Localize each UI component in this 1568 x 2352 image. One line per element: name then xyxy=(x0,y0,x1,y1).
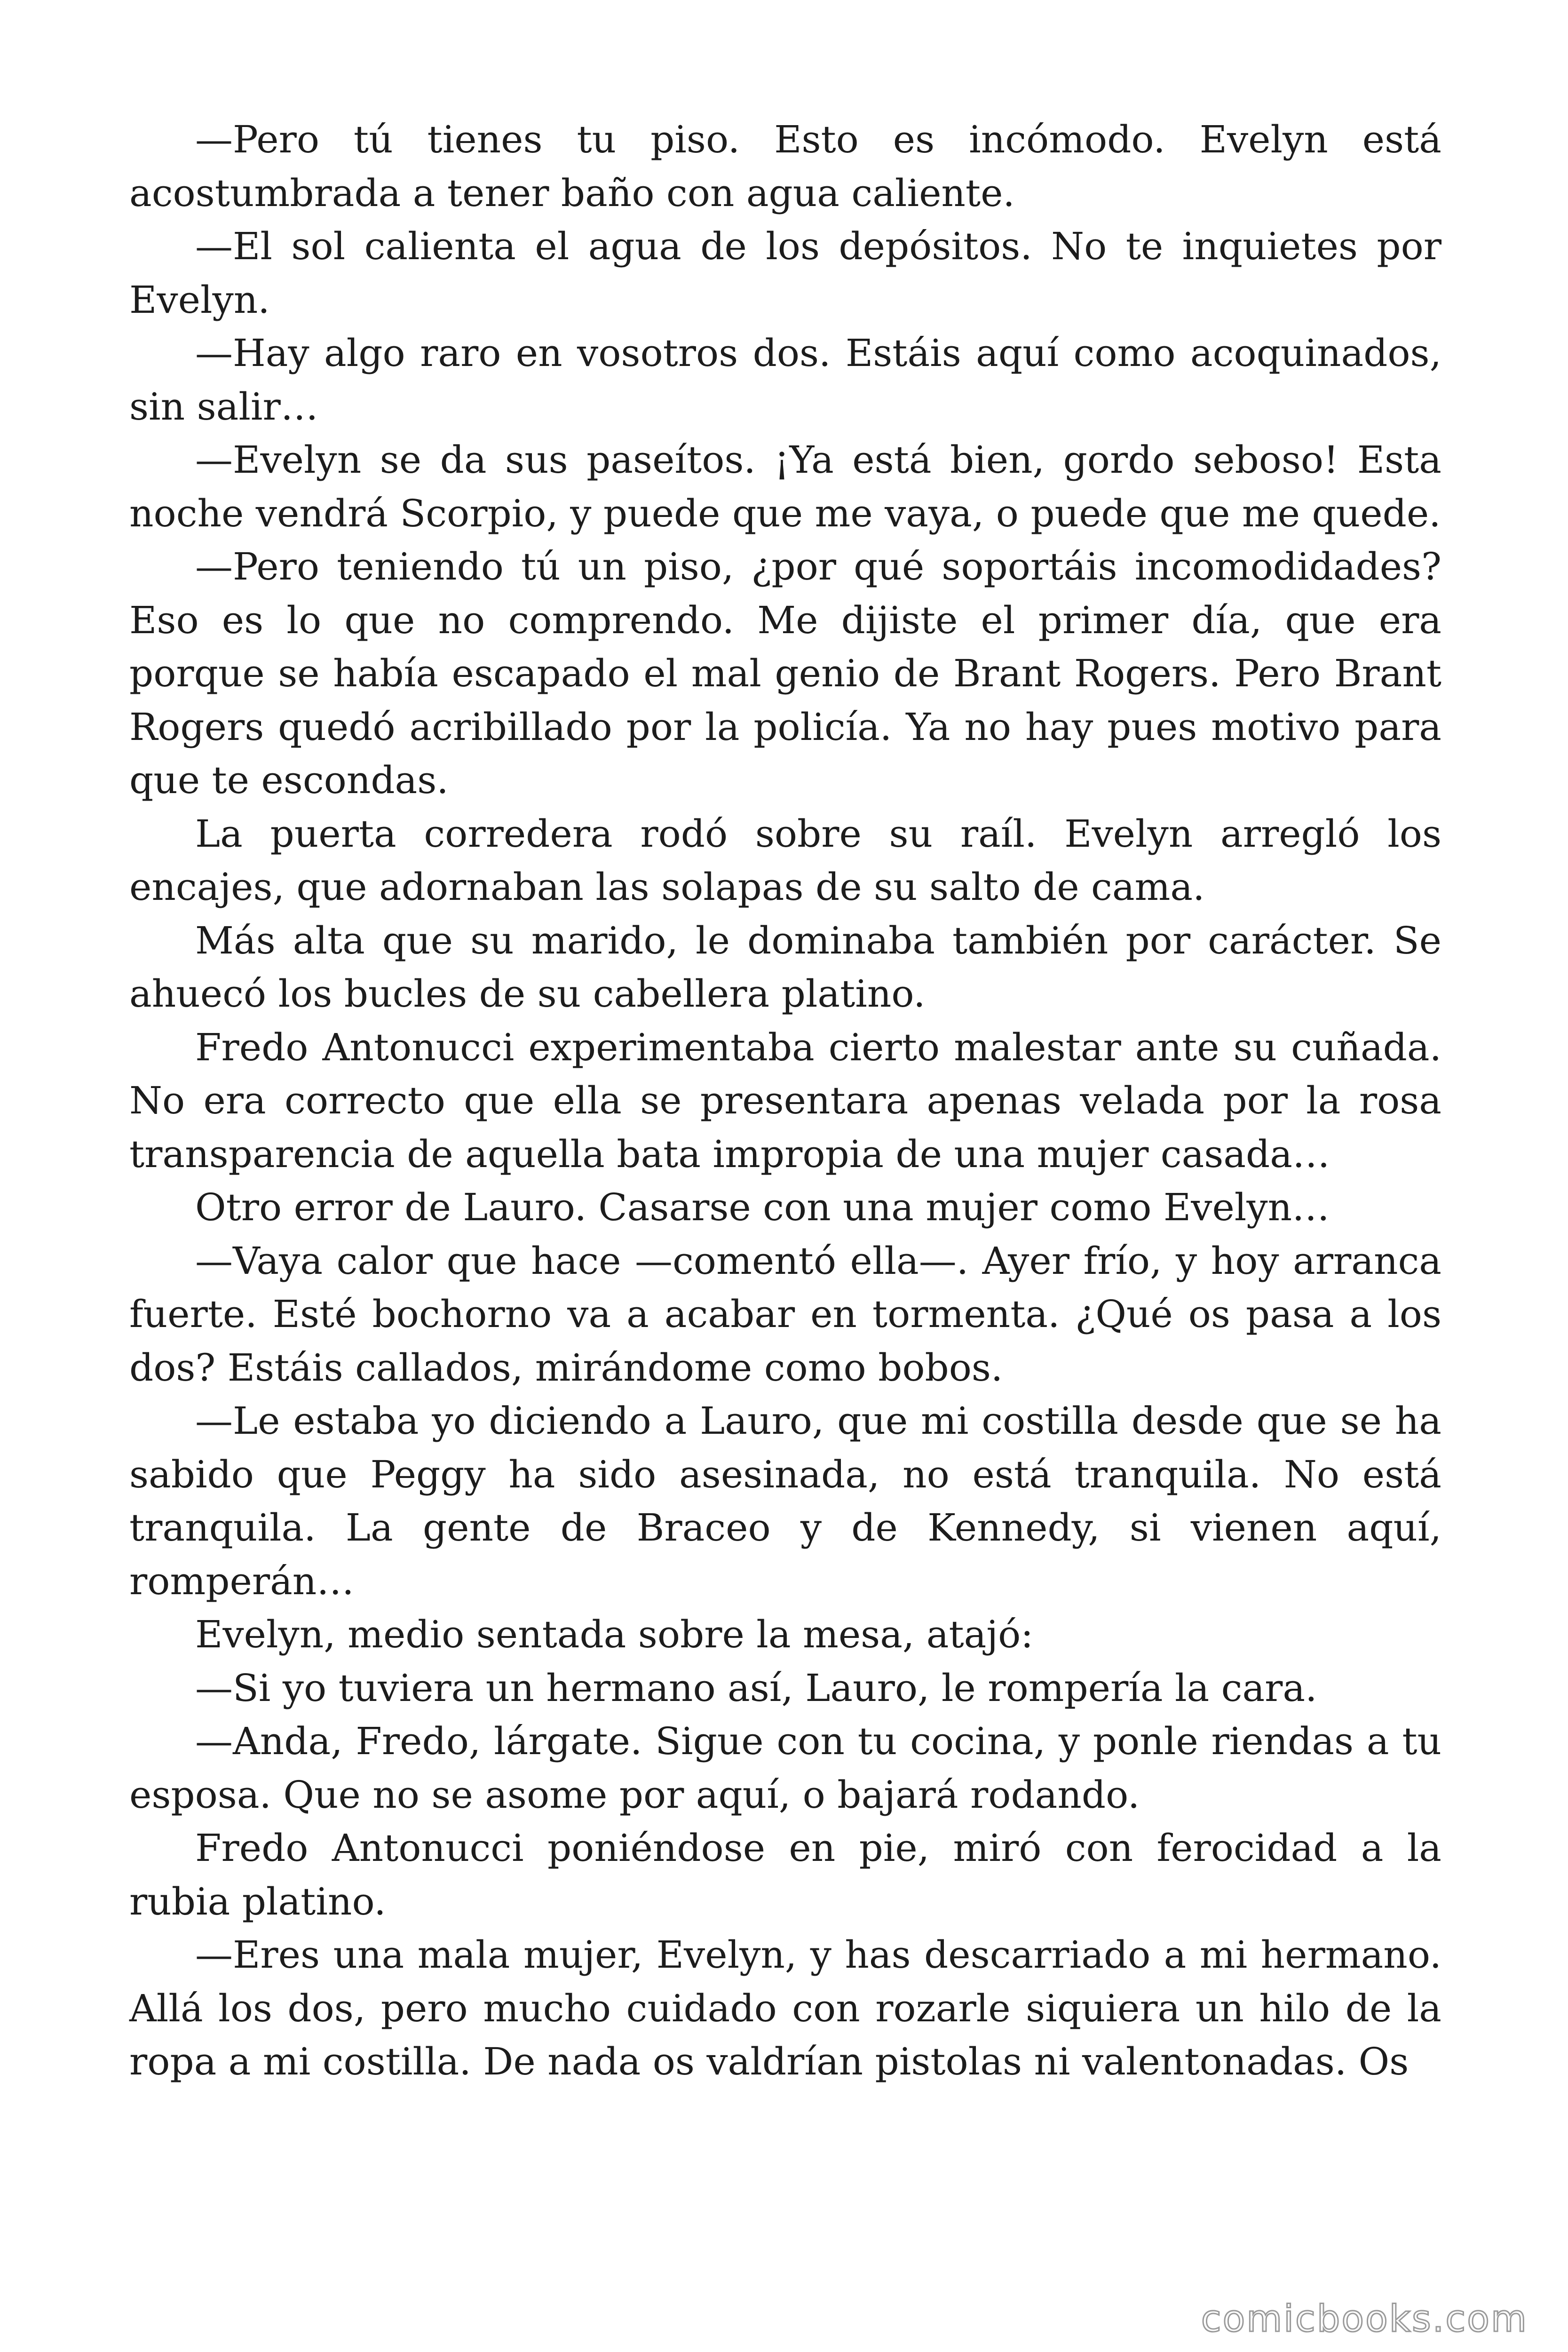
body-text xyxy=(129,113,1441,2089)
paragraph: —Pero tú tienes tu piso. Esto es incómodo. Evelyn está acostumbrada a tener baño con agua caliente. xyxy=(129,118,1441,215)
paragraph: —Vaya calor que hace —comentó ella—. Ayer frío, y hoy arranca fuerte. Esté bochorno va a acabar en tormenta. ¿Qué os pasa a los dos? Estáis callados, mirándome como bobos. xyxy=(129,1239,1441,1390)
paragraph: —Evelyn se da sus paseítos. ¡Ya está bien, gordo seboso! Esta noche vendrá Scorpio, y puede que me vaya, o puede que me quede. xyxy=(129,438,1441,535)
paragraph: —Le estaba yo diciendo a Lauro, que mi costilla desde que se ha sabido que Peggy ha sido asesinada, no está tranquila. No está tranquila. La gente de Braceo y de Kennedy, si vienen aquí, romperán… xyxy=(129,1399,1441,1603)
paragraph: La puerta corredera rodó sobre su raíl. Evelyn arregló los encajes, que adornaban las solapas de su salto de cama. xyxy=(129,811,1441,909)
paragraph: Otro error de Lauro. Casarse con una mujer como Evelyn… xyxy=(195,1185,1330,1229)
paragraph: Fredo Antonucci poniéndose en pie, miró con ferocidad a la rubia platino. xyxy=(129,1826,1441,1923)
paragraph: Más alta que su marido, le dominaba también por carácter. Se ahuecó los bucles de su cabellera platino. xyxy=(129,918,1441,1016)
paragraph: —Anda, Fredo, lárgate. Sigue con tu cocina, y ponle riendas a tu esposa. Que no se asome por aquí, o bajará rodando. xyxy=(129,1719,1441,1817)
paragraph: Evelyn, medio sentada sobre la mesa, atajó: xyxy=(195,1613,1034,1656)
paragraph: —Eres una mala mujer, Evelyn, y has descarriado a mi hermano. Allá los dos, pero mucho cuidado con rozarle siquiera un hilo de la ropa a mi costilla. De nada os valdrían pistolas ni valentonadas. Os xyxy=(129,1933,1441,2083)
paragraph: —El sol calienta el agua de los depósitos. No te inquietes por Evelyn. xyxy=(129,224,1441,322)
paragraph: —Hay algo raro en vosotros dos. Estáis aquí como acoquinados, sin salir… xyxy=(129,331,1441,429)
watermark: comicbooks.com xyxy=(1201,2298,1528,2340)
paragraph: Fredo Antonucci experimentaba cierto malestar ante su cuñada. No era correcto que ella se presentara apenas velada por la rosa transparencia de aquella bata impropia de una mujer casada… xyxy=(129,1025,1441,1176)
paragraph: —Si yo tuviera un hermano así, Lauro, le rompería la cara. xyxy=(195,1666,1317,1710)
paragraph: —Pero teniendo tú un piso, ¿por qué soportáis incomodidades? Eso es lo que no comprendo. Me dijiste el primer día, que era porque se había escapado el mal genio de Brant Rogers. Pero Brant Rogers quedó acribillado por la policía. Ya no hay pues motivo para que te escondas. xyxy=(129,545,1441,802)
